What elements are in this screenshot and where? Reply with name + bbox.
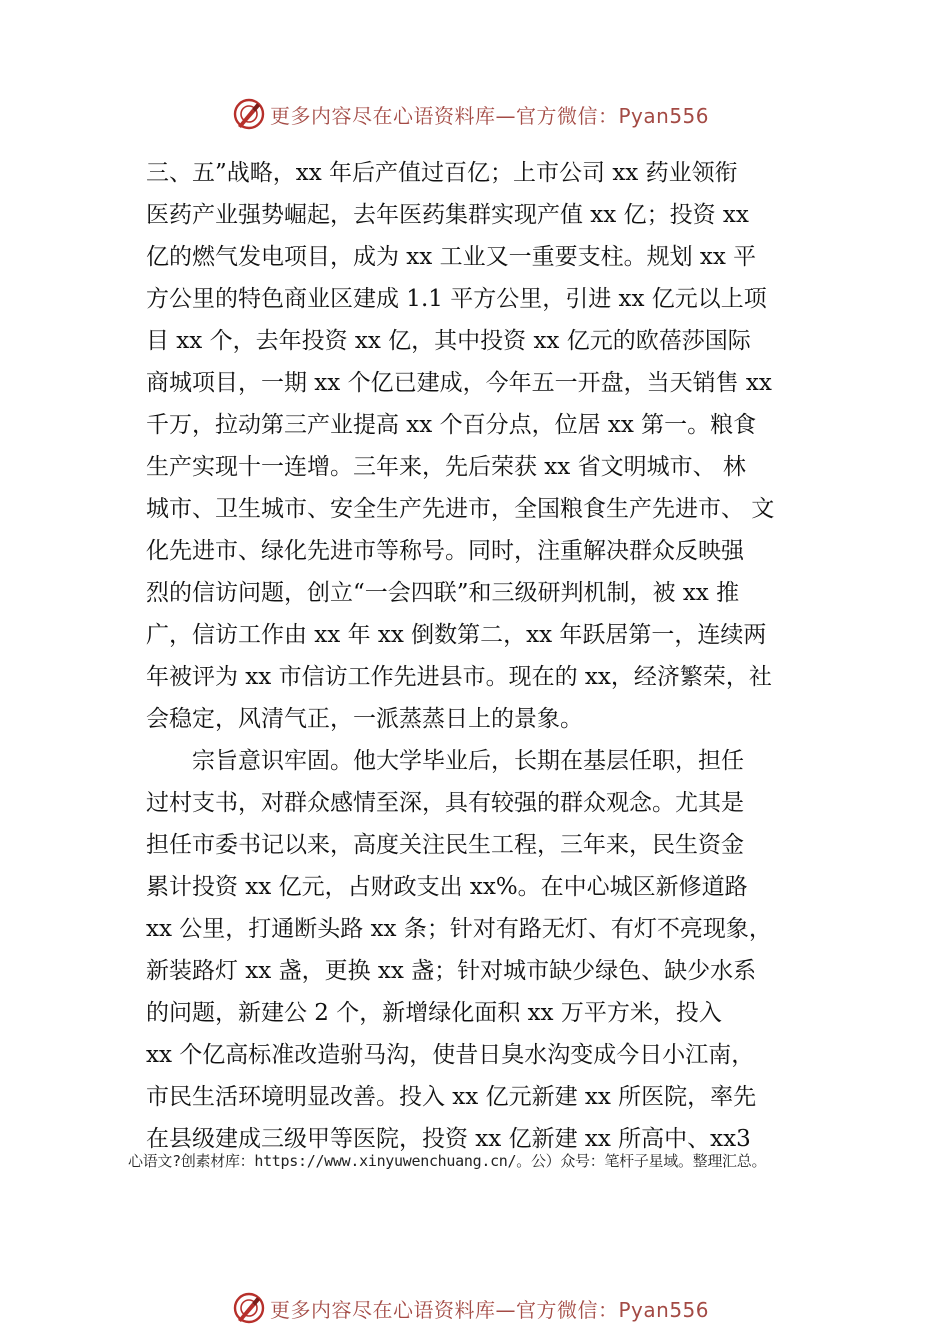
- text-line: 千万，拉动第三产业提高 xx 个百分点，位居 xx 第一。粮食: [146, 412, 757, 438]
- text-line: 在县级建成三级甲等医院，投资 xx 亿新建 xx 所高中、xx3: [146, 1126, 751, 1152]
- source-footnote: 心语文?创素材库：https://www.xinyuwenchuang.cn/。公）众号：笔杆子星域。整理汇总。: [128, 1152, 767, 1170]
- header-banner-text: 更多内容尽在心语资料库—官方微信：Pyan556: [270, 103, 710, 128]
- text-line: 烈的信访问题，创立“一会四联”和三级研判机制，被 xx 推: [146, 580, 740, 606]
- text-line: 过村支书，对群众感情至深，具有较强的群众观念。尤其是: [146, 790, 744, 816]
- text-line: 化先进市、绿化先进市等称号。同时，注重解决群众反映强: [146, 538, 744, 564]
- text-line: 市民生活环境明显改善。投入 xx 亿元新建 xx 所医院，率先: [146, 1084, 757, 1110]
- footer-banner: [0, 1286, 950, 1330]
- text-line: 三、五”战略，xx 年后产值过百亿；上市公司 xx 药业领衔: [146, 160, 738, 186]
- text-line: 亿的燃气发电项目，成为 xx 工业又一重要支柱。规划 xx 平: [146, 244, 757, 270]
- text-line: 医药产业强势崛起，去年医药集群实现产值 xx 亿；投资 xx: [146, 202, 749, 228]
- text-line: 会稳定，风清气正，一派蒸蒸日上的景象。: [146, 706, 583, 732]
- text-line: 累计投资 xx 亿元，占财政支出 xx%。在中心城区新修道路: [146, 874, 748, 900]
- text-line: 方公里的特色商业区建成 1.1 平方公里，引进 xx 亿元以上项: [146, 286, 767, 312]
- text-line: 广，信访工作由 xx 年 xx 倒数第二，xx 年跃居第一，连续两: [146, 622, 767, 648]
- header-banner: [0, 92, 950, 136]
- text-line: 的问题，新建公 2 个，新增绿化面积 xx 万平方米，投入: [146, 1000, 722, 1026]
- text-line: 担任市委书记以来，高度关注民生工程，三年来，民生资金: [146, 832, 744, 858]
- text-line: xx 公里，打通断头路 xx 条；针对有路无灯、有灯不亮现象，: [146, 916, 772, 942]
- text-line: 商城项目，一期 xx 个亿已建成，今年五一开盘，当天销售 xx: [146, 370, 772, 396]
- pen-logo-icon: [232, 1291, 266, 1325]
- text-line: 新装路灯 xx 盏，更换 xx 盏；针对城市缺少绿色、缺少水系: [146, 958, 757, 984]
- paragraph-1: [146, 152, 818, 740]
- document-body: [146, 152, 818, 1160]
- text-line: xx 个亿高标准改造驸马沟，使昔日臭水沟变成今日小江南，: [146, 1042, 755, 1068]
- text-line: 目 xx 个，去年投资 xx 亿，其中投资 xx 亿元的欧蓓莎国际: [146, 328, 751, 354]
- paragraph-2: [146, 740, 818, 1160]
- text-line: 年被评为 xx 市信访工作先进县市。现在的 xx，经济繁荣，社: [146, 664, 772, 690]
- footer-banner-text: 更多内容尽在心语资料库—官方微信：Pyan556: [270, 1297, 710, 1322]
- pen-logo-icon: [232, 97, 266, 131]
- text-line: 生产实现十一连增。三年来，先后荣获 xx 省文明城市、 林: [146, 454, 746, 480]
- text-line: 宗旨意识牢固。他大学毕业后，长期在基层任职，担任: [192, 748, 744, 774]
- text-line: 城市、卫生城市、安全生产先进市，全国粮食生产先进市、 文: [146, 496, 775, 522]
